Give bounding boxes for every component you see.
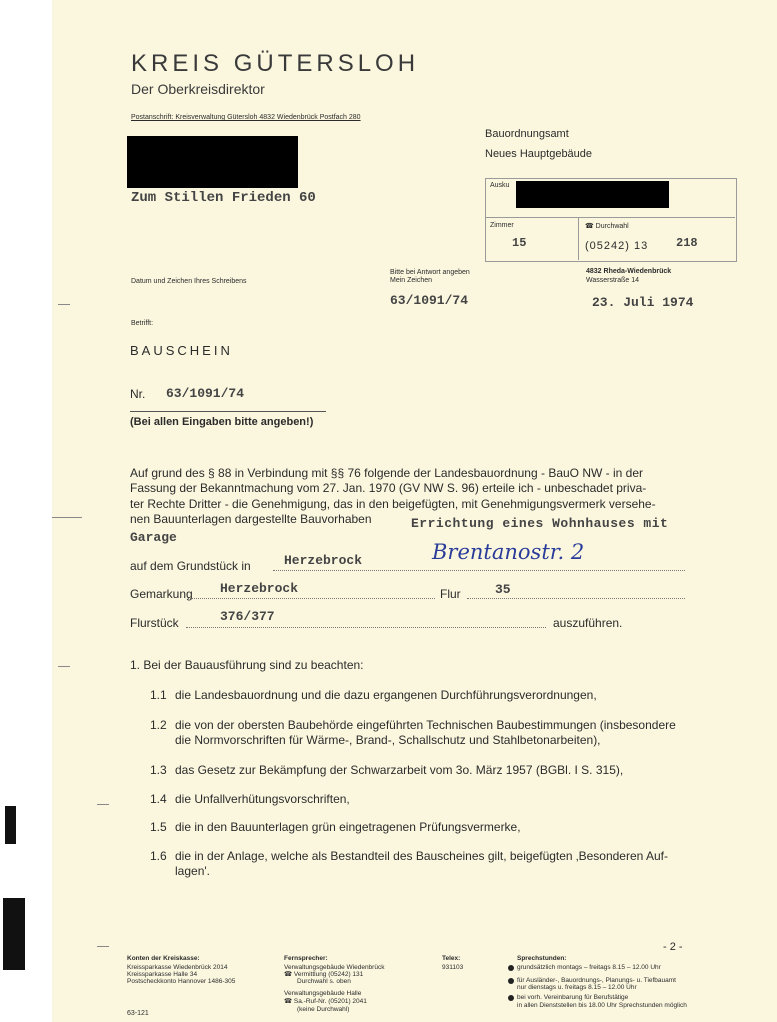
fold-mark xyxy=(58,304,70,305)
footer-phone-3: Durchwahl s. oben xyxy=(297,978,351,985)
zimmer-label: Zimmer xyxy=(490,222,514,229)
footer-phone-1: Verwaltungsgebäude Wiedenbrück xyxy=(284,964,385,971)
fold-mark xyxy=(97,804,109,805)
flur-value: 35 xyxy=(495,582,511,597)
permit-number-value: 63/1091/74 xyxy=(166,386,245,401)
condition-1-2-number: 1.2 xyxy=(150,718,167,732)
fold-mark xyxy=(58,666,70,667)
body-line-4: nen Bauunterlagen dargestellte Bauvorhaben xyxy=(130,512,372,526)
footer-account-1: Kreissparkasse Wiedenbrück 2014 xyxy=(127,964,228,971)
scan-edge-mark-bottom xyxy=(3,898,25,970)
condition-1-6-number: 1.6 xyxy=(150,849,167,863)
condition-1-5-number: 1.5 xyxy=(150,820,167,834)
flur-dotted-line xyxy=(467,598,685,599)
gemarkung-label: Gemarkung xyxy=(130,587,193,601)
body-line-2: Fassung der Bekanntmachung vom 27. Jan. 1970 (GV NW S. 96) erteile ich - unbeschadet priva- xyxy=(130,481,647,495)
scan-edge-mark-top xyxy=(5,806,16,844)
grundstueck-label: auf dem Grundstück in xyxy=(130,559,251,573)
flur-label: Flur xyxy=(440,587,461,601)
my-reference-label: Mein Zeichen xyxy=(390,277,433,284)
footer-hours-3a: bei vorh. Vereinbarung für Berufstätige xyxy=(517,994,629,1001)
condition-1-3-number: 1.3 xyxy=(150,763,167,777)
flurstueck-label: Flurstück xyxy=(130,616,179,630)
footer-phone-6: (keine Durchwahl) xyxy=(297,1006,350,1013)
contact-box-divider xyxy=(486,217,735,218)
conditions-intro: 1. Bei der Bauausführung sind zu beachten: xyxy=(130,658,364,672)
letter-date: 23. Juli 1974 xyxy=(592,295,694,310)
authority-title: KREIS GÜTERSLOH xyxy=(131,50,420,77)
body-line-1: Auf grund des § 88 in Verbindung mit §§ 76 folgende der Landesbauordnung - BauO NW - in der xyxy=(130,466,644,480)
fold-mark xyxy=(97,946,109,947)
footer-telex-title: Telex: xyxy=(442,955,461,962)
durchwahl-label: ☎ Durchwahl xyxy=(585,223,629,230)
page-number: - 2 - xyxy=(663,941,683,953)
authority-subtitle: Der Oberkreisdirektor xyxy=(131,81,265,97)
footer-accounts-title: Konten der Kreiskasse: xyxy=(127,955,200,962)
fold-mark xyxy=(52,517,82,518)
footer-hours-3b: in allen Dienststellen bis 18.00 Uhr Sprechstunden möglich xyxy=(517,1002,687,1009)
zimmer-value: 15 xyxy=(512,236,527,250)
redacted-contact-person xyxy=(516,181,669,208)
subject-label: Betrifft: xyxy=(131,320,154,327)
office-building: Neues Hauptgebäude xyxy=(485,148,593,160)
footer-hours-2b: nur dienstags u. freitags 8.15 – 12.00 Uhr xyxy=(517,984,637,991)
redacted-recipient-name xyxy=(127,136,298,188)
flurstueck-value: 376/377 xyxy=(220,609,275,624)
grundstueck-handwritten-street: Brentanostr. 2 xyxy=(432,540,585,564)
office-name: Bauordnungsamt xyxy=(485,128,569,140)
durchwahl-extension: 218 xyxy=(676,236,698,250)
footer-phone-title: Fernsprecher: xyxy=(284,955,328,962)
footer-telex-value: 931103 xyxy=(442,964,464,971)
footer-account-2: Kreissparkasse Halle 34 xyxy=(127,971,198,978)
office-address-line-1: 4832 Rheda-Wiedenbrück xyxy=(586,268,672,275)
condition-1-1-text: die Landesbauordnung und die dazu ergangenen Durchführungsverordnungen, xyxy=(175,688,597,702)
postal-address: Postanschrift: Kreisverwaltung Gütersloh 4832 Wiedenbrück Postfach 280 xyxy=(131,114,361,121)
condition-1-2-text-cont: die Normvorschriften für Wärme-, Brand-, Schallschutz und Stahlbetonarbeiten), xyxy=(175,733,601,747)
condition-1-2-text: die von der obersten Baubehörde eingeführten Technischen Baubestimmungen (insbesondere xyxy=(175,718,676,732)
condition-1-4-text: die Unfallverhütungsvorschriften, xyxy=(175,792,350,806)
office-address-line-2: Wasserstraße 14 xyxy=(586,277,640,284)
grundstueck-dotted-line xyxy=(273,570,685,571)
bullet-icon xyxy=(508,978,514,984)
flurstueck-dotted-line xyxy=(186,627,546,628)
your-letter-label: Datum und Zeichen Ihres Schreibens xyxy=(131,278,247,285)
gemarkung-value: Herzebrock xyxy=(220,581,299,596)
permit-number-rule xyxy=(130,411,326,412)
project-description-2: Garage xyxy=(130,530,177,545)
recipient-street: Zum Stillen Frieden 60 xyxy=(131,190,316,206)
footer-hours-1: grundsätzlich montags – freitags 8.15 – 12.00 Uhr xyxy=(517,964,661,971)
bullet-icon xyxy=(508,965,514,971)
footer-account-3: Postscheckkonto Hannover 1486-305 xyxy=(127,978,236,985)
condition-1-1-number: 1.1 xyxy=(150,688,167,702)
condition-1-6-text: die in der Anlage, welche als Bestandteil des Bauscheines gilt, beigefügten ‚Besonderen Auf- xyxy=(175,849,668,863)
grundstueck-value: Herzebrock xyxy=(284,553,363,568)
footer-phone-5: ☎ Sa.-Ruf-Nr. (05201) 2041 xyxy=(284,998,367,1005)
body-line-3: ter Rechte Dritter - die Genehmigung, das in den beigefügten, mit Genehmigungsvermerk versehe- xyxy=(130,497,656,511)
durchwahl-value: (05242) 13 xyxy=(585,240,649,252)
condition-1-5-text: die in den Bauunterlagen grün eingetragenen Prüfungsvermerke, xyxy=(175,820,521,834)
permit-number-note: (Bei allen Eingaben bitte angeben!) xyxy=(130,416,314,428)
condition-1-4-number: 1.4 xyxy=(150,792,167,806)
subject-heading: BAUSCHEIN xyxy=(130,343,233,358)
form-number: 63-121 xyxy=(127,1010,149,1017)
gemarkung-dotted-line xyxy=(188,598,435,599)
auskunft-label: Ausku xyxy=(490,182,510,189)
bullet-icon xyxy=(508,995,514,1001)
project-description-1: Errichtung eines Wohnhauses mit xyxy=(411,516,669,531)
footer-hours-2a: für Ausländer-, Bauordnungs-, Planungs- u. Tiefbauamt xyxy=(517,977,676,984)
permit-number-label: Nr. xyxy=(130,387,146,401)
condition-1-6-text-cont: lagen'. xyxy=(175,864,210,878)
reply-label: Bitte bei Antwort angeben xyxy=(390,269,470,276)
condition-1-3-text: das Gesetz zur Bekämpfung der Schwarzarbeit vom 3o. März 1957 (BGBl. I S. 315), xyxy=(175,763,624,777)
footer-phone-4: Verwaltungsgebäude Halle xyxy=(284,990,362,997)
footer-hours-title: Sprechstunden: xyxy=(517,955,567,962)
my-reference-value: 63/1091/74 xyxy=(390,293,469,308)
contact-box-divider-vertical xyxy=(578,218,579,260)
footer-phone-2: ☎ Vermittlung (05242) 131 xyxy=(284,971,364,978)
flurstueck-end: auszuführen. xyxy=(553,616,623,630)
